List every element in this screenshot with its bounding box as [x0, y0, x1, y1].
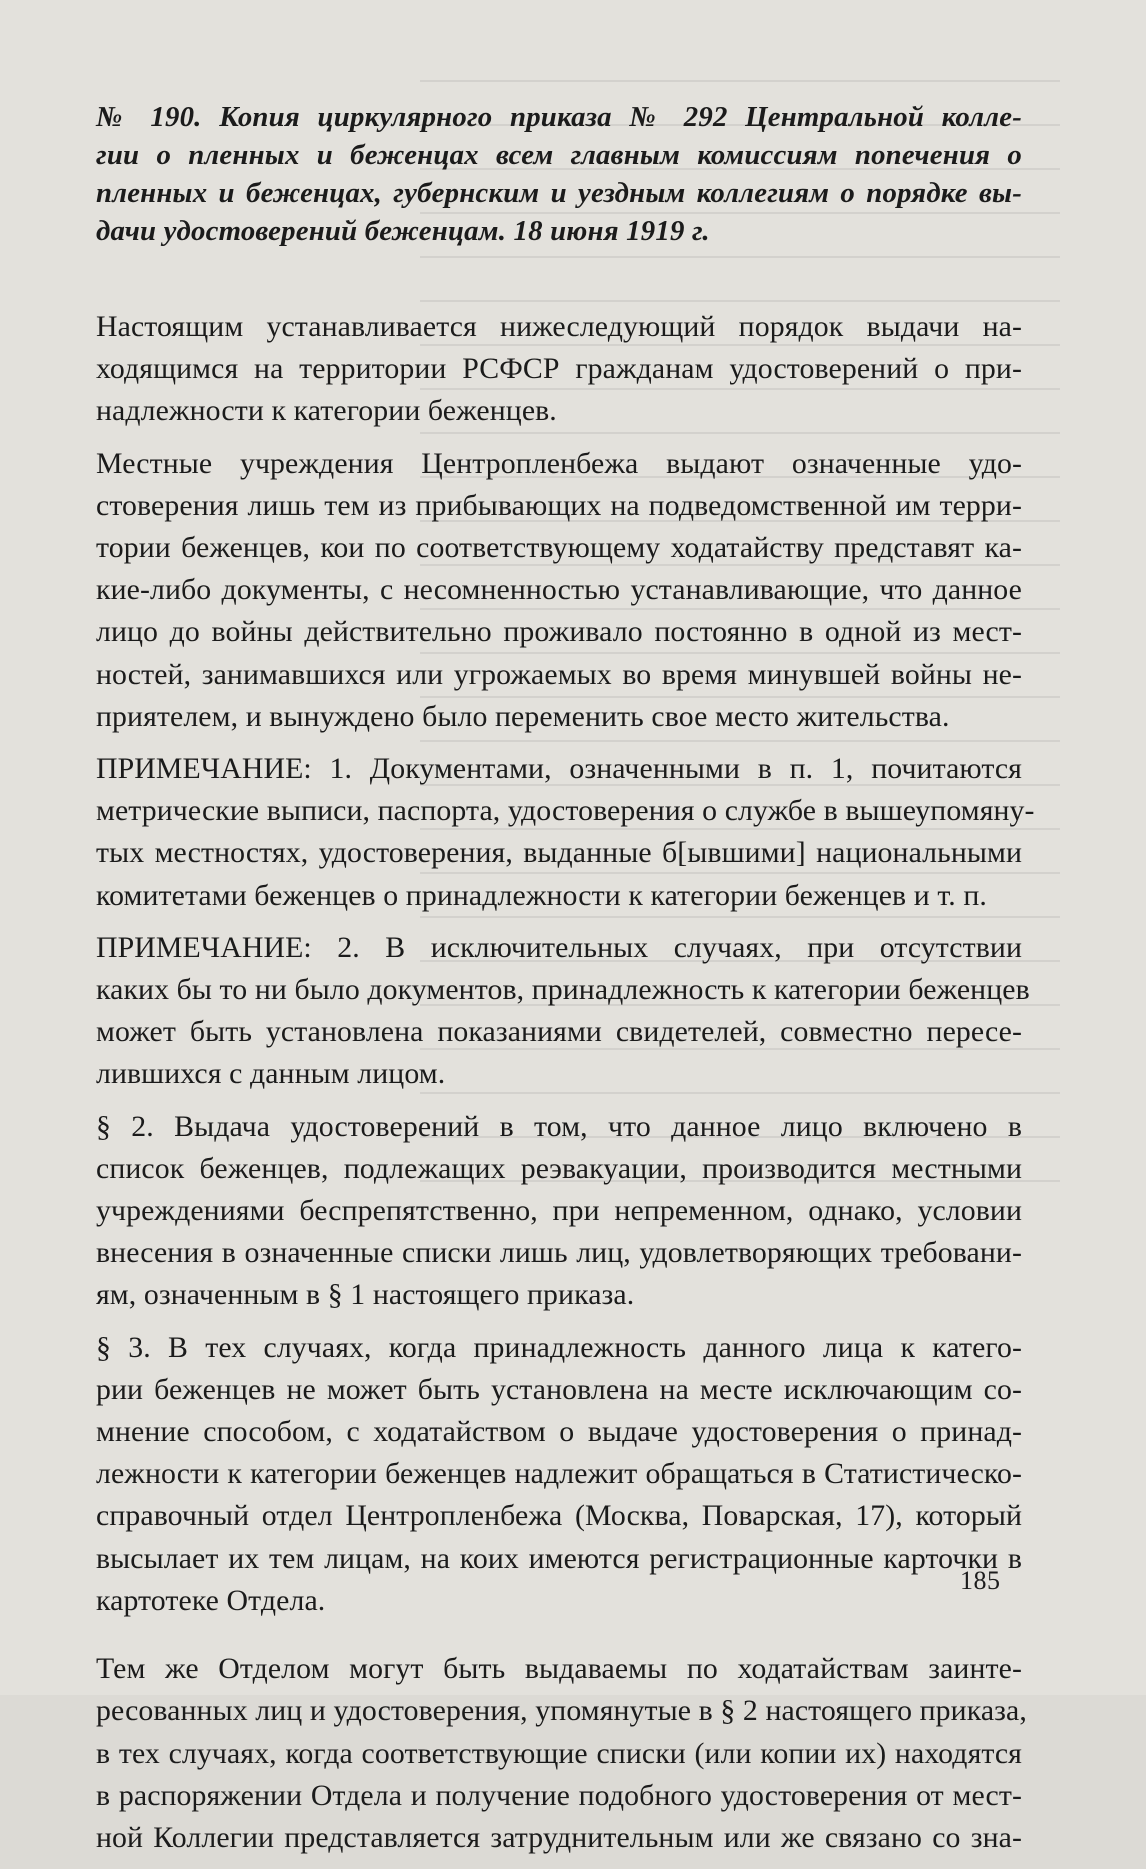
document-heading — [96, 98, 1022, 250]
text-line: рии беженцев не может быть установлена на месте исключающим со- — [96, 1372, 1022, 1406]
text-line: Местные учреждения Центропленбежа выдают означенные удо- — [96, 446, 1022, 480]
text-line: лицо до войны действительно проживало постоянно в одной из мест- — [96, 615, 1022, 649]
paragraph-section-3 — [96, 1327, 1022, 1622]
text-line: Настоящим устанавливается нижеследующий порядок выдачи на- — [96, 310, 1022, 343]
paragraph-department-certificates — [96, 1648, 1027, 1859]
text-line: стоверения лишь тем из прибывающих на подведомственной им терри- — [96, 488, 1022, 522]
text-line: § 2. Выдача удостоверений в том, что данное лицо включено в — [96, 1109, 1022, 1143]
heading-line: гии о пленных и беженцах всем главным комиссиям попечения о — [96, 139, 1022, 171]
text-line: лившихся с данным лицом. — [96, 1057, 446, 1091]
paragraph-note-1 — [96, 748, 1035, 917]
text-line: ной Коллегии представляется затруднительным или же связано со зна- — [96, 1820, 1022, 1854]
text-line: ресованных лиц и удостоверения, упомянутые в § 2 настоящего приказа, — [96, 1694, 1027, 1728]
paragraph-intro — [96, 306, 1022, 433]
text-line: ходящимся на территории РСФСР гражданам удостоверений о при- — [96, 352, 1022, 386]
text-line: § 3. В тех случаях, когда принадлежность данного лица к катего- — [96, 1330, 1022, 1364]
text-line: ям, означенным в § 1 настоящего приказа. — [96, 1278, 635, 1312]
page-number: 185 — [960, 1566, 1001, 1595]
text-line: в тех случаях, когда соответствующие списки (или копии их) находятся — [96, 1736, 1022, 1770]
text-line: кие-либо документы, с несомненностью устанавливающие, что данное — [96, 573, 1022, 607]
document-body — [96, 98, 1035, 1869]
text-line: комитетами беженцев о принадлежности к категории беженцев и т. п. — [96, 878, 987, 912]
text-line: тории беженцев, кои по соответствующему ходатайству представят ка- — [96, 531, 1022, 565]
heading-line: № 190. Копия циркулярного приказа № 292 Центральной колле- — [96, 101, 1022, 133]
text-line: ностей, занимавшихся или угрожаемых во время минувшей войны не- — [96, 657, 1022, 691]
text-line: Тем же Отделом могут быть выдаваемы по ходатайствам заинте- — [96, 1652, 1022, 1686]
text-line: список беженцев, подлежащих реэвакуации, производится местными — [96, 1151, 1022, 1185]
text-line: приятелем, и вынуждено было переменить свое место жительства. — [96, 699, 950, 733]
paragraph-gap — [96, 1632, 1022, 1648]
heading-line: дачи удостоверений беженцам. 18 июня 1919 г. — [96, 215, 710, 247]
text-line: лежности к категории беженцев надлежит обращаться в Статистическо- — [96, 1457, 1022, 1491]
text-line: может быть установлена показаниями свидетелей, совместно пересе- — [96, 1015, 1022, 1049]
text-line: внесения в означенные списки лишь лиц, удовлетворяющих требовани- — [96, 1236, 1022, 1270]
text-line: картотеке Отдела. — [96, 1583, 326, 1617]
text-line: тых местностях, удостоверения, выданные б[ывшими] национальными — [96, 836, 1022, 870]
paragraph-section-2 — [96, 1106, 1022, 1317]
paragraph-note-2 — [96, 927, 1030, 1096]
text-line: метрические выписи, паспорта, удостоверения о службе в вышеупомяну- — [96, 794, 1035, 828]
text-line: высылает их тем лицам, на коих имеются регистрационные карточки в — [96, 1541, 1022, 1575]
text-line: справочный отдел Центропленбежа (Москва, Поварская, 17), который — [96, 1499, 1022, 1533]
heading-line: пленных и беженцах, губернским и уездным коллегиям о порядке вы- — [96, 177, 1022, 209]
text-line: учреждениями беспрепятственно, при непременном, однако, условии — [96, 1194, 1022, 1228]
text-line: ПРИМЕЧАНИЕ: 1. Документами, означенными в п. 1, почитаются — [96, 752, 1022, 786]
text-line: надлежности к категории беженцев. — [96, 394, 557, 428]
text-line: ПРИМЕЧАНИЕ: 2. В исключительных случаях, при отсутствии — [96, 930, 1022, 964]
text-line: в распоряжении Отдела и получение подобного удостоверения от мест- — [96, 1778, 1022, 1812]
text-line: каких бы то ни было документов, принадлежность к категории беженцев — [96, 973, 1030, 1007]
paragraph-local-institutions — [96, 443, 1022, 738]
text-line: мнение способом, с ходатайством о выдаче удостоверения о принад- — [96, 1415, 1022, 1449]
